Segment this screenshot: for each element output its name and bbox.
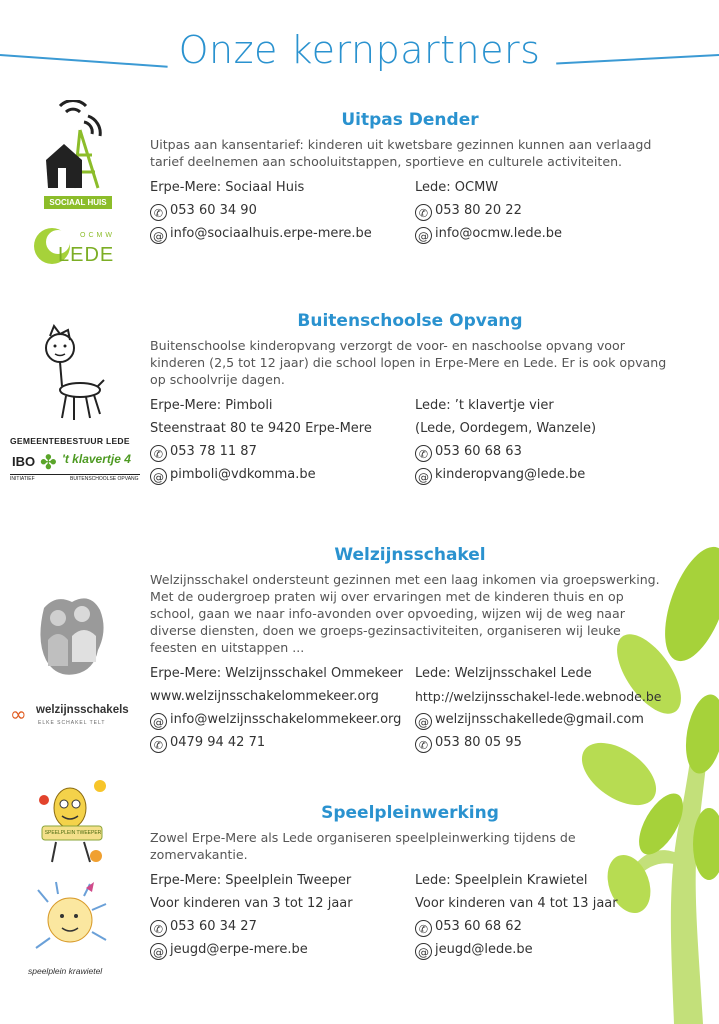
contact-ages: Voor kinderen van 3 tot 12 jaar: [150, 896, 353, 911]
contact-phone[interactable]: 053 60 34 27: [170, 919, 257, 934]
contact-name: Lede: Speelplein Krawietel: [415, 873, 588, 888]
section-heading: Uitpas Dender: [341, 110, 479, 130]
phone-icon: ✆: [415, 204, 432, 221]
at-icon: @: [150, 227, 167, 244]
clover-icon: ✤: [40, 450, 57, 474]
section-description: Uitpas aan kansentarief: kinderen uit kwetsbare gezinnen kunnen aan verlaagd tarief deelnemen aan schooluitstappen, sportieve en culturele activiteiten.: [150, 137, 652, 169]
section-uitpas-dender: [150, 110, 670, 245]
at-icon: @: [150, 713, 167, 730]
section-heading: Buitenschoolse Opvang: [297, 311, 523, 331]
contact-erpe-mere: [150, 662, 415, 754]
at-icon: @: [150, 943, 167, 960]
lede-label: LEDE: [58, 244, 115, 266]
tweeper-character-icon: [36, 776, 116, 866]
contact-website[interactable]: http://welzijnsschakel-lede.webnode.be: [415, 689, 662, 704]
phone-icon: ✆: [150, 736, 167, 753]
contact-lede: [415, 394, 670, 486]
title-row: [0, 28, 719, 78]
contact-erpe-mere: [150, 394, 415, 486]
contact-email[interactable]: jeugd@lede.be: [435, 942, 533, 957]
section-description: Buitenschoolse kinderopvang verzorgt de voor- en naschoolse opvang voor kinderen (2,5 tot 12 jaar) die school lopen in Erpe-Mere en Lede. Er is ook opvang op schoolvrije dagen.: [150, 338, 667, 387]
phone-icon: ✆: [415, 445, 432, 462]
at-icon: @: [415, 227, 432, 244]
sociaal-huis-label: SOCIAAL HUIS: [44, 196, 112, 209]
contact-name: Erpe-Mere: Speelplein Tweeper: [150, 873, 352, 888]
speelplein-krawietel-logo: [28, 880, 128, 980]
contact-email[interactable]: info@welzijnsschakelommekeer.org: [170, 712, 402, 727]
sociaal-huis-logo: [44, 100, 114, 208]
contact-email[interactable]: info@ocmw.lede.be: [435, 226, 562, 241]
section-buitenschoolse-opvang: [150, 311, 670, 486]
ocmw-lede-logo: [32, 226, 122, 270]
chain-link-icon: ∞: [10, 702, 27, 726]
contact-name: Erpe-Mere: Welzijnsschakel Ommekeer: [150, 666, 403, 681]
contact-name: Erpe-Mere: Sociaal Huis: [150, 180, 305, 195]
gemeentebestuur-label: GEMEENTEBESTUUR LEDE: [10, 436, 130, 446]
tweeper-label: SPEELPLEIN TWEEPER: [44, 830, 102, 836]
section-welzijnsschakel: [150, 545, 670, 754]
at-icon: @: [415, 943, 432, 960]
contact-lede: [415, 176, 670, 245]
contact-email[interactable]: pimboli@vdkomma.be: [170, 467, 316, 482]
contact-name: Erpe-Mere: Pimboli: [150, 398, 273, 413]
krawietel-drawing-icon: [28, 880, 118, 956]
initiatief-label: INITIATIEF: [10, 476, 35, 482]
section-speelpleinwerking: [150, 803, 670, 961]
contact-phone[interactable]: 0479 94 42 71: [170, 735, 266, 750]
section-heading: Speelpleinwerking: [321, 803, 499, 823]
contact-email[interactable]: welzijnsschakellede@gmail.com: [435, 712, 644, 727]
klavertje-label: 't klavertje 4: [62, 452, 131, 466]
phone-icon: ✆: [150, 920, 167, 937]
contact-erpe-mere: [150, 869, 415, 961]
section-description: Zowel Erpe-Mere als Lede organiseren speelpleinwerking tijdens de zomervakantie.: [150, 830, 576, 862]
ibo-label: IBO: [12, 454, 36, 469]
contact-phone[interactable]: 053 80 20 22: [435, 203, 522, 218]
contact-phone[interactable]: 053 60 34 90: [170, 203, 257, 218]
llama-drawing-icon: [38, 324, 108, 424]
welzijnsschakels-logo: [8, 702, 140, 732]
at-icon: @: [415, 468, 432, 485]
contact-ages: Voor kinderen van 4 tot 13 jaar: [415, 896, 618, 911]
phone-icon: ✆: [150, 445, 167, 462]
page-title: Onze kernpartners: [178, 28, 541, 72]
phone-icon: ✆: [415, 736, 432, 753]
contact-email[interactable]: jeugd@erpe-mere.be: [170, 942, 308, 957]
contact-name: Lede: Welzijnsschakel Lede: [415, 666, 592, 681]
speelplein-tweeper-logo: [36, 776, 116, 866]
ocmw-label: OCMW: [80, 232, 115, 239]
contact-website[interactable]: www.welzijnsschakelommekeer.org: [150, 689, 379, 704]
pimboli-logo: [38, 324, 108, 424]
contact-lede: [415, 869, 670, 961]
contact-name: Lede: ’t klavertje vier: [415, 398, 554, 413]
contact-erpe-mere: [150, 176, 415, 245]
krawietel-label: speelplein krawietel: [28, 966, 103, 976]
welzijnsschakels-label: welzijnsschakels: [36, 704, 129, 716]
buitenschoolse-label: BUITENSCHOOLSE OPVANG: [70, 476, 139, 482]
phone-icon: ✆: [150, 204, 167, 221]
contact-address: (Lede, Oordegem, Wanzele): [415, 421, 597, 436]
ibo-klavertje-logo: [10, 436, 140, 486]
puzzle-people-logo: [36, 590, 108, 680]
broadcast-tower-icon: [44, 100, 114, 192]
section-description: Welzijnsschakel ondersteunt gezinnen met een laag inkomen via groepswerking. Met de oudergroep praten wij over ervaringen met de kinderen thuis en op school, gaan we naar info-avonden over opvoeding, wijzen wij de weg naar diverse diensten, doen we groeps-gezinsactiviteiten, organiseren wij leuke feesten en uitstappen ...: [150, 572, 660, 655]
contact-phone[interactable]: 053 60 68 63: [435, 444, 522, 459]
contact-email[interactable]: info@sociaalhuis.erpe-mere.be: [170, 226, 372, 241]
at-icon: @: [415, 713, 432, 730]
contact-phone[interactable]: 053 60 68 62: [435, 919, 522, 934]
at-icon: @: [150, 468, 167, 485]
contact-phone[interactable]: 053 78 11 87: [170, 444, 257, 459]
phone-icon: ✆: [415, 920, 432, 937]
contact-phone[interactable]: 053 80 05 95: [435, 735, 522, 750]
contact-email[interactable]: kinderopvang@lede.be: [435, 467, 586, 482]
welzijnsschakels-tagline: ELKE SCHAKEL TELT: [38, 720, 106, 726]
contact-name: Lede: OCMW: [415, 180, 499, 195]
section-heading: Welzijnsschakel: [334, 545, 486, 565]
contact-lede: [415, 662, 670, 754]
contact-address: Steenstraat 80 te 9420 Erpe-Mere: [150, 421, 372, 436]
puzzle-people-icon: [36, 590, 108, 680]
